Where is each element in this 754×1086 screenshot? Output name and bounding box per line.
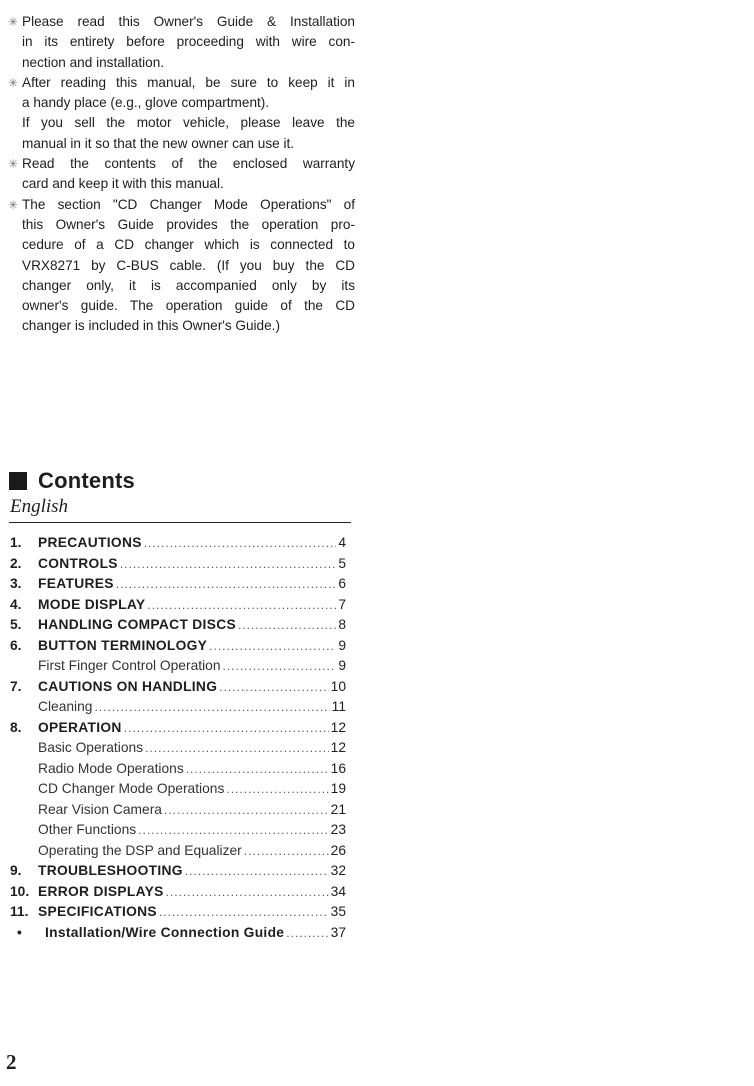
toc-leader-dots (145, 741, 329, 755)
note-text: After reading this manual, be sure to keep it in (22, 74, 355, 90)
toc-entry (10, 576, 346, 597)
toc-label: SPECIFICATIONS (38, 904, 157, 919)
toc-entry (10, 904, 346, 925)
toc-label: CONTROLS (38, 555, 118, 571)
toc-page-number: 16 (330, 760, 346, 776)
toc-leader-dots (238, 618, 336, 632)
table-of-contents (10, 535, 346, 945)
toc-entry (10, 863, 346, 884)
page-number: 2 (6, 1050, 17, 1074)
toc-number: 1. (10, 535, 22, 550)
toc-number: 11. (10, 904, 29, 919)
note-item (8, 154, 355, 195)
note-line: nection and installation. (22, 54, 165, 70)
toc-leader-dots (138, 823, 328, 837)
note-line: card and keep it with this manual. (22, 176, 224, 192)
toc-entry (10, 679, 346, 700)
toc-entry (10, 843, 346, 864)
toc-entry (10, 699, 346, 720)
toc-leader-dots (166, 885, 329, 899)
toc-leader-dots (209, 639, 336, 653)
toc-label: Cleaning (38, 699, 93, 714)
toc-label: ERROR DISPLAYS (38, 883, 164, 899)
asterisk-bullet-icon: ✳ (8, 197, 19, 212)
toc-page-number: 11 (331, 699, 346, 714)
toc-label: CAUTIONS ON HANDLING (38, 678, 218, 694)
note-line (8, 73, 355, 93)
toc-leader-dots (120, 557, 337, 571)
toc-page-number: 26 (330, 842, 346, 858)
toc-page-number: 6 (338, 576, 346, 591)
toc-leader-dots (219, 680, 328, 694)
toc-page-number: 4 (338, 535, 346, 550)
toc-label: Other Functions (38, 822, 137, 837)
toc-label: Operating the DSP and Equalizer (38, 842, 242, 858)
note-text: The section "CD Changer Mode Operations" of (22, 196, 355, 212)
toc-label: Radio Mode Operations (38, 760, 184, 776)
toc-page-number: 12 (330, 719, 346, 735)
note-line: If you sell the motor vehicle, please leave the (22, 115, 355, 131)
divider-rule (9, 522, 351, 523)
toc-number: 7. (10, 678, 22, 694)
toc-label: FEATURES (38, 576, 114, 591)
toc-leader-dots (186, 762, 329, 776)
note-line: this Owner's Guide provides the operation pro- (22, 216, 355, 232)
contents-heading (9, 466, 135, 496)
toc-page-number: 8 (338, 617, 346, 632)
asterisk-bullet-icon: ✳ (8, 75, 19, 90)
note-line: changer is included in this Owner's Guide.) (22, 318, 280, 334)
asterisk-bullet-icon: ✳ (8, 15, 19, 29)
toc-entry (10, 925, 346, 946)
toc-leader-dots (159, 905, 329, 919)
toc-leader-dots (244, 844, 329, 858)
toc-entry (10, 884, 346, 905)
toc-leader-dots (124, 721, 329, 735)
toc-number: 2. (10, 555, 22, 571)
toc-entry (10, 535, 346, 556)
toc-label: PRECAUTIONS (38, 535, 142, 550)
toc-entry (10, 781, 346, 802)
toc-number: • (17, 924, 22, 940)
toc-label: MODE DISPLAY (38, 596, 146, 612)
toc-label: CD Changer Mode Operations (38, 781, 225, 796)
toc-number: 8. (10, 719, 22, 735)
toc-leader-dots (147, 598, 336, 612)
toc-leader-dots (226, 782, 328, 796)
note-line: VRX8271 by C-BUS cable. (If you buy the CD (22, 257, 355, 273)
note-item (8, 195, 355, 337)
toc-page-number: 19 (330, 781, 346, 796)
toc-number: 4. (10, 596, 22, 612)
toc-page-number: 21 (330, 801, 346, 817)
toc-entry (10, 617, 346, 638)
toc-leader-dots (116, 577, 337, 591)
note-line: manual in it so that the new owner can use it. (22, 135, 295, 151)
note-line: owner's guide. The operation guide of the CD (22, 298, 355, 314)
toc-entry (10, 802, 346, 823)
introductory-notes (8, 12, 355, 337)
toc-page-number: 12 (330, 740, 346, 755)
toc-label: Installation/Wire Connection Guide (45, 924, 285, 940)
note-line (8, 154, 355, 174)
toc-page-number: 10 (330, 678, 346, 694)
toc-label: First Finger Control Operation (38, 658, 221, 673)
toc-page-number: 9 (338, 637, 346, 653)
note-line: a handy place (e.g., glove compartment). (22, 95, 270, 111)
note-line: in its entirety before proceeding with wire con- (22, 34, 355, 50)
toc-number: 10. (10, 883, 30, 899)
note-line: changer only, it is accompanied only by its (22, 277, 355, 293)
note-text: Read the contents of the enclosed warranty (22, 156, 355, 172)
toc-entry (10, 761, 346, 782)
note-line (8, 195, 355, 215)
toc-label: TROUBLESHOOTING (38, 863, 183, 878)
toc-page-number: 37 (330, 924, 346, 940)
toc-page-number: 7 (338, 596, 346, 612)
toc-label: BUTTON TERMINOLOGY (38, 637, 208, 653)
toc-number: 6. (10, 637, 22, 653)
toc-leader-dots (144, 536, 337, 550)
toc-leader-dots (164, 803, 329, 817)
toc-leader-dots (94, 700, 329, 714)
toc-page-number: 5 (338, 555, 346, 571)
toc-page-number: 32 (330, 863, 346, 878)
note-item (8, 73, 355, 154)
note-item (8, 12, 355, 73)
note-text: Please read this Owner's Guide & Installation (22, 14, 355, 29)
toc-leader-dots (286, 926, 328, 940)
toc-entry (10, 740, 346, 761)
note-line (8, 12, 355, 32)
toc-page-number: 9 (338, 658, 346, 673)
black-square-icon (9, 472, 27, 490)
toc-page-number: 23 (330, 822, 346, 837)
toc-entry (10, 556, 346, 577)
toc-leader-dots (223, 659, 337, 673)
toc-entry (10, 597, 346, 618)
toc-number: 9. (10, 863, 22, 878)
toc-number: 5. (10, 617, 22, 632)
toc-label: Rear Vision Camera (38, 801, 162, 817)
asterisk-bullet-icon: ✳ (8, 157, 19, 172)
toc-label: OPERATION (38, 719, 122, 735)
toc-label: HANDLING COMPACT DISCS (38, 617, 236, 632)
note-line: cedure of a CD changer which is connected to (22, 237, 355, 253)
toc-label: Basic Operations (38, 740, 144, 755)
toc-entry (10, 658, 346, 679)
toc-number: 3. (10, 576, 22, 591)
toc-entry (10, 822, 346, 843)
toc-leader-dots (185, 864, 329, 878)
contents-title: Contents (38, 468, 135, 493)
toc-entry (10, 720, 346, 741)
toc-entry (10, 638, 346, 659)
toc-page-number: 34 (330, 883, 346, 899)
toc-page-number: 35 (330, 904, 346, 919)
language-label: English (10, 496, 69, 517)
